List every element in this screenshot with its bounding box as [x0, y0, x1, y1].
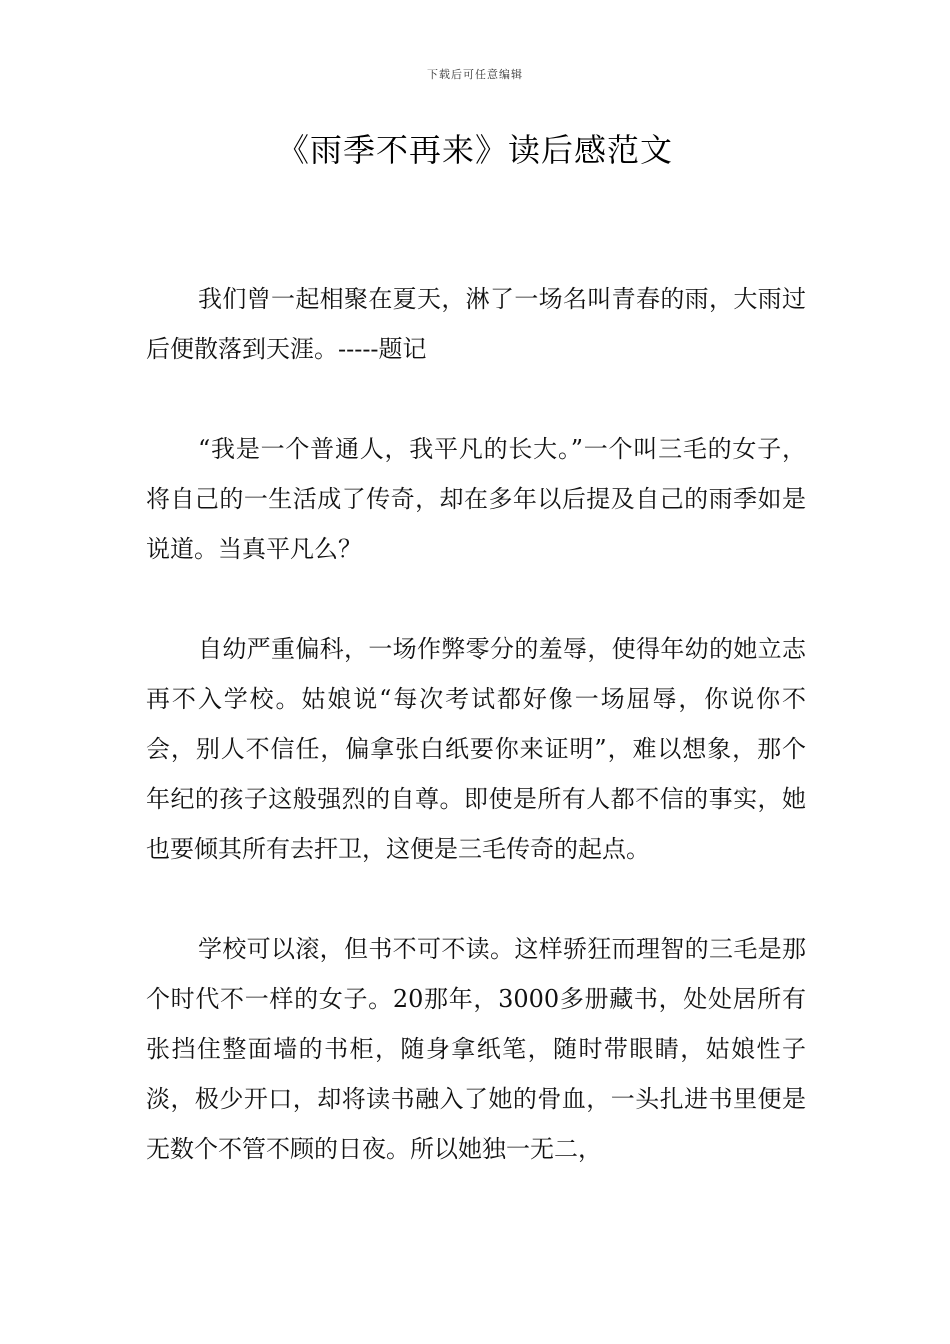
paragraph-2: “我是一个普通人，我平凡的长大。”一个叫三毛的女子，将自己的一生活成了传奇，却在多年以后提及自己的雨季如是说道。当真平凡么？ [146, 435, 806, 563]
document-body [146, 274, 806, 1224]
paragraph-epigraph: 我们曾一起相聚在夏天，淋了一场名叫青春的雨，大雨过后便散落到天涯。-----题记 [146, 285, 806, 363]
header-note: 下载后可任意编辑 [427, 68, 523, 81]
paragraph-3: 自幼严重偏科，一场作弊零分的羞辱，使得年幼的她立志再不入学校。姑娘说“每次考试都好像一场屈辱，你说你不会，别人不信任，偏拿张白纸要你来证明”，难以想象，那个年纪的孩子这般强烈的自尊。即使是所有人都不信的事实，她也要倾其所有去扞卫，这便是三毛传奇的起点。 [146, 635, 806, 863]
document-title: 《雨季不再来》读后感范文 [276, 131, 673, 169]
paragraph-4: 学校可以滚，但书不可不读。这样骄狂而理智的三毛是那个时代不一样的女子。20那年，3000多册藏书，处处居所有张挡住整面墙的书柜，随身拿纸笔，随时带眼睛，姑娘性子淡，极少开口，却将读书融入了她的骨血，一头扎进书里便是无数个不管不顾的日夜。所以她独一无二， [146, 935, 806, 1163]
